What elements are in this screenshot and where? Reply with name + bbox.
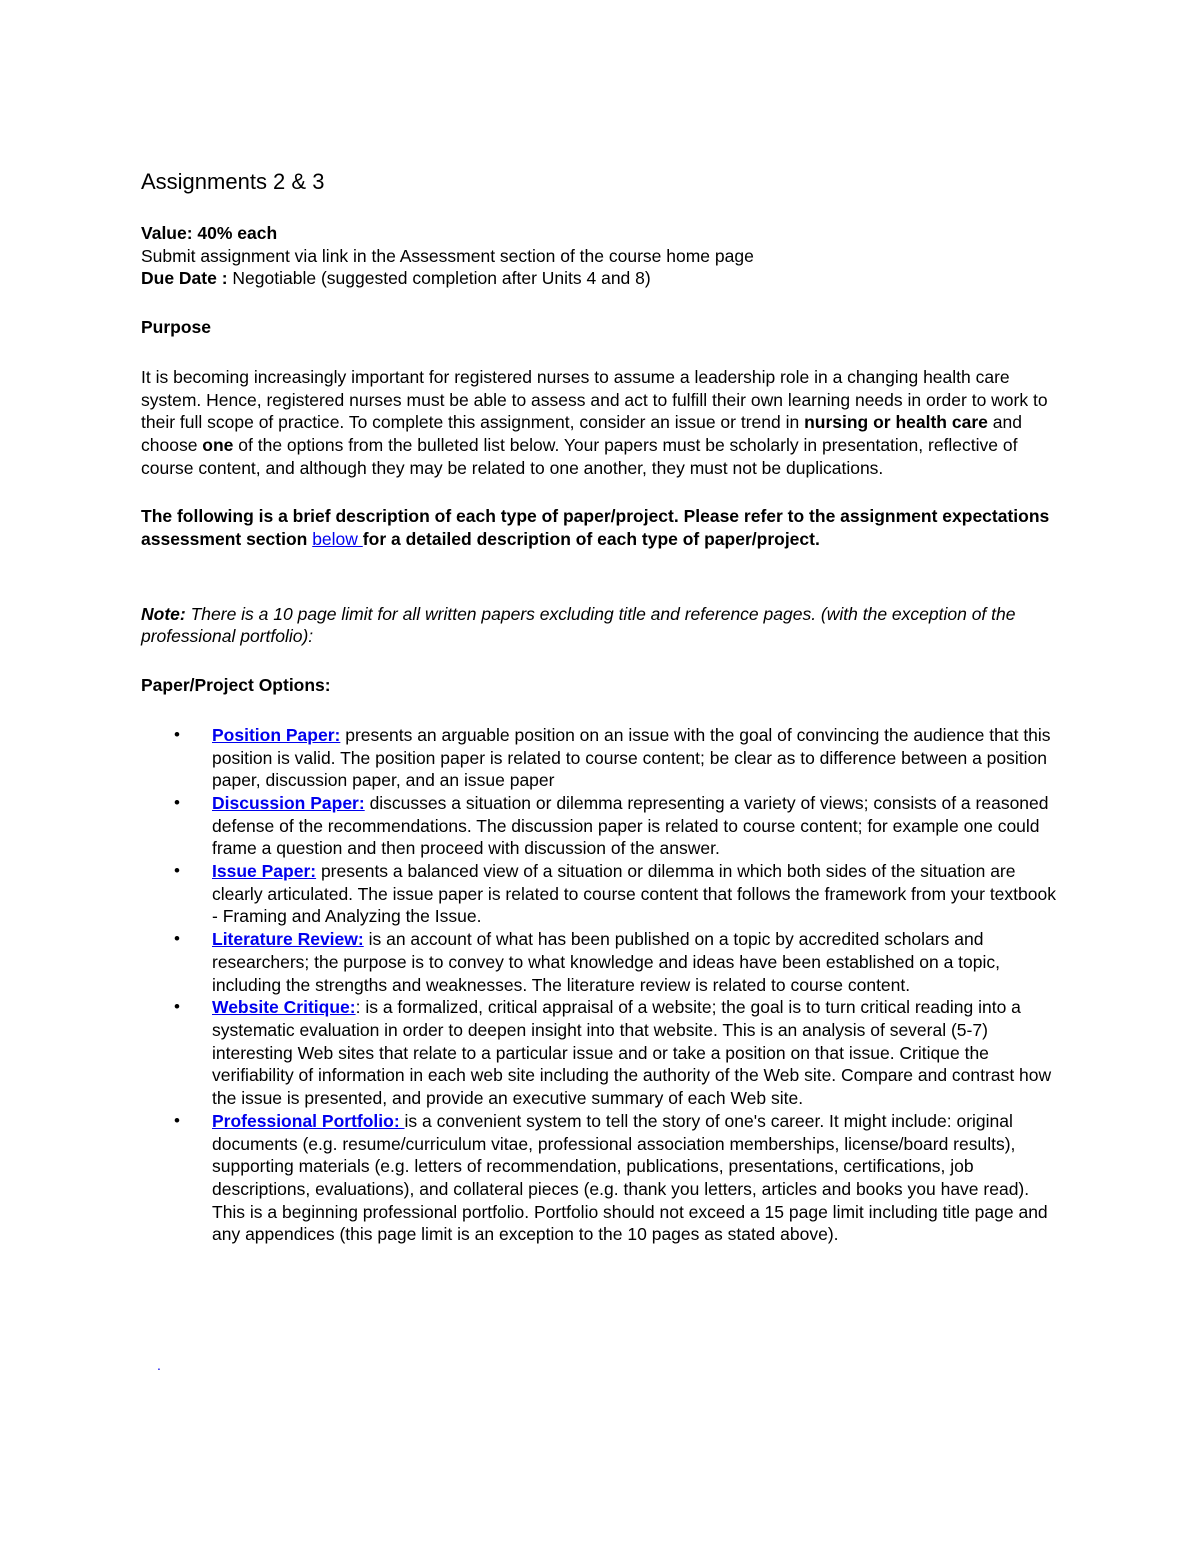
description-text-after: for a detailed description of each type of paper/project. <box>362 529 820 550</box>
purpose-bold-2: one <box>202 434 234 455</box>
option-item <box>141 1110 1061 1246</box>
option-link-discussion-paper[interactable]: Discussion Paper: <box>212 792 365 813</box>
description-text-before: The following is a brief description of each type of paper/project. Please refer to the assignment expectations assessment section <box>141 506 1050 550</box>
option-item <box>141 928 1061 996</box>
option-description: : is a formalized, critical appraisal of a website; the goal is to turn critical reading into a systematic evaluation in order to deepen insight into that website. This is an analysis of several (5-7) interesting Web sites that relate to a particular issue and or take a position on that issue. Critique the verifiability of information in each web site including the authority of the Web site. Compare and contrast how the issue is presented, and provide an executive summary of each Web site. <box>212 997 1052 1109</box>
option-link-website-critique[interactable]: Website Critique: <box>212 997 356 1018</box>
options-heading: Paper/Project Options: <box>141 675 331 696</box>
due-date-value: Negotiable (suggested completion after Units 4 and 8) <box>227 268 651 289</box>
option-item <box>141 724 1061 792</box>
due-date-label: Due Date : <box>141 268 228 289</box>
submit-instructions: Submit assignment via link in the Assessment section of the course home page <box>141 245 754 266</box>
note-label: Note: <box>141 603 186 624</box>
bullet-icon: • <box>174 724 180 744</box>
below-link[interactable]: below <box>312 529 363 550</box>
option-item <box>141 860 1061 928</box>
note-paragraph <box>141 603 1061 648</box>
bullet-icon: • <box>174 792 180 812</box>
assignment-meta <box>141 222 1061 290</box>
bullet-icon: • <box>174 997 180 1017</box>
option-description: is a convenient system to tell the story of one's career. It might include: original documents (e.g. resume/curriculum vitae, professional association memberships, license/board results), supporting materials (e.g. letters of recommendation, publications, presentations, certifications, job descriptions, evaluations), and collateral pieces (e.g. thank you letters, articles and books you have read). This is a beginning professional portfolio. Portfolio should not exceed a 15 page limit including title page and any appendices (this page limit is an exception to the 10 pages as stated above). <box>212 1110 1048 1245</box>
option-description: presents a balanced view of a situation or dilemma in which both sides of the situation are clearly articulated. The issue paper is related to course content that follows the framework from your textbook - Framing and Analyzing the Issue. <box>212 861 1056 927</box>
purpose-text-2: and choose <box>141 412 1022 455</box>
option-link-literature-review[interactable]: Literature Review: <box>212 929 364 950</box>
bullet-icon: • <box>174 861 180 881</box>
due-date-line <box>141 267 1061 290</box>
option-description: presents an arguable position on an issue with the goal of convincing the audience that this position is valid. The position paper is related to course content; be clear as to difference between a position paper, discussion paper, and an issue paper <box>212 724 1051 791</box>
option-description: discusses a situation or dilemma representing a variety of views; consists of a reasoned defense of the recommendations. The discussion paper is related to course content; for example one could frame a question and then proceed with discussion of the answer. <box>212 792 1049 859</box>
document-page <box>141 168 1061 1246</box>
purpose-text-3: of the options from the bulleted list below. Your papers must be scholarly in presentation, reflective of course content, and although they may be related to one another, they must not be duplications. <box>141 434 1018 478</box>
option-link-issue-paper[interactable]: Issue Paper: <box>212 861 317 882</box>
note-text: There is a 10 page limit for all written papers excluding title and reference pages. (with the exception of the professional portfolio): <box>141 603 1016 647</box>
option-item <box>141 996 1061 1110</box>
option-link-position-paper[interactable]: Position Paper: <box>212 724 341 745</box>
bullet-icon: • <box>174 929 180 949</box>
stray-mark: . <box>157 1357 161 1373</box>
option-item <box>141 792 1061 860</box>
description-paragraph <box>141 505 1061 550</box>
purpose-text-1: It is becoming increasingly important for registered nurses to assume a leadership role in a changing health care system. Hence, registered nurses must be able to assess and act to fulfill their own learning needs in order to work to their full scope of practice. To complete this assignment, consider an issue or trend in <box>141 366 1048 433</box>
purpose-bold-1: nursing or health care <box>804 412 988 433</box>
option-description: is an account of what has been published on a topic by accredited scholars and researchers; the purpose is to convey to what knowledge and ideas have been established on a topic, including the strengths and weaknesses. The literature review is related to course content. <box>212 929 1001 995</box>
purpose-paragraph <box>141 366 1061 480</box>
bullet-icon: • <box>174 1110 180 1130</box>
options-list <box>141 724 1061 1246</box>
purpose-heading: Purpose <box>141 317 212 338</box>
value-label: Value: 40% each <box>141 223 278 243</box>
option-link-professional-portfolio[interactable]: Professional Portfolio: <box>212 1110 405 1131</box>
page-title: Assignments 2 & 3 <box>141 169 325 194</box>
